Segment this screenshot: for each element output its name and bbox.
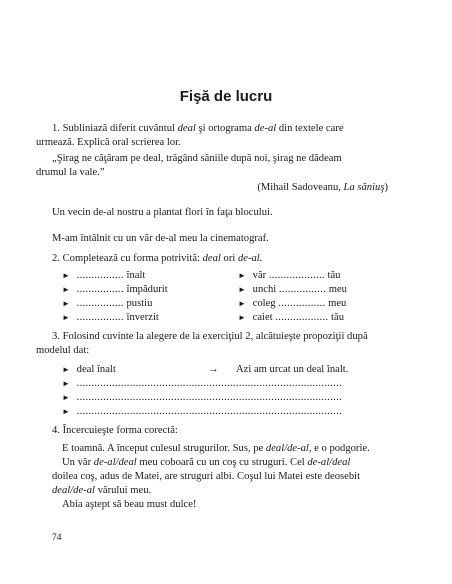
ex4-text: E toamnă. A început culesul strugurilor. Sus, pe	[62, 443, 266, 454]
ex4-instruction: 4. Încercuieşte forma corectă:	[52, 425, 178, 436]
blank-dots: ................	[76, 298, 124, 309]
ex3-model-left: deal înalt	[76, 364, 116, 375]
blank-dots: ................	[278, 298, 326, 309]
ex4-choice: de-al/deal	[93, 457, 137, 468]
ex2-left-word: înalt	[126, 270, 146, 281]
ex4-text: , e o podgorie.	[308, 443, 370, 454]
ex2-right-word: unchi	[252, 284, 277, 295]
ex2-right-word: văr	[252, 270, 267, 281]
ex1-attribution	[257, 181, 388, 194]
blank-dots: ................	[278, 284, 327, 295]
ex4-text: meu coboară cu un coş cu struguri. Cel	[136, 457, 308, 468]
ex3-instruction-line2: modelul dat:	[36, 345, 90, 356]
ex3-blank-line	[62, 405, 342, 418]
arrow-icon: ►	[62, 299, 70, 308]
page-title: Fişă de lucru	[179, 88, 273, 105]
ex1-quote-line2: drumul la vale.”	[36, 167, 105, 178]
blank-dots: ..........................................................................................	[76, 378, 343, 389]
ex2-left-item	[62, 283, 168, 296]
ex3-model	[62, 363, 116, 376]
attribution-close: )	[384, 182, 388, 193]
ex3-blank-line	[62, 377, 342, 390]
blank-dots: ..................	[275, 312, 329, 323]
ex2-text: ori	[220, 253, 238, 264]
arrow-icon: ►	[238, 299, 246, 308]
ex2-right-word: caiet	[252, 312, 273, 323]
ex2-right-tail: meu	[328, 284, 347, 295]
ex1-sentence2: M-am întâlnit cu un văr de-al meu la cinematograf.	[52, 233, 269, 244]
arrow-icon: ►	[62, 285, 70, 294]
ex2-right-tail: tău	[331, 312, 344, 323]
ex2-instruction	[52, 252, 262, 265]
ex1-text: şi ortograma	[195, 123, 255, 134]
blank-dots: ..........................................................................................	[76, 406, 343, 417]
arrow-icon: ►	[62, 393, 70, 402]
page-number: 74	[52, 533, 62, 543]
ex2-right-tail: meu	[328, 298, 347, 309]
ex2-right-item	[238, 311, 344, 324]
blank-dots: ..........................................................................................	[76, 392, 343, 403]
ex1-text: 1. Subliniază diferit cuvântul	[52, 123, 178, 134]
ex2-right-word: coleg	[252, 298, 276, 309]
blank-dots: ................	[76, 270, 124, 281]
ex2-right-tail: tău	[327, 270, 341, 281]
ex1-sentence1: Un vecin de-al nostru a plantat flori în faţa blocului.	[52, 207, 273, 218]
ex2-left-word: pustiu	[126, 298, 153, 309]
ex2-left-item	[62, 311, 159, 324]
ex1-instruction-line1	[52, 122, 344, 135]
ex3-model-arrow: →	[208, 364, 219, 375]
ex4-line5: Abia aştept să beau must dulce!	[62, 499, 197, 510]
arrow-icon: ►	[62, 313, 70, 322]
ex4-line2	[62, 456, 350, 469]
ex2-word-de-al: de-al.	[237, 253, 263, 264]
arrow-icon: ►	[62, 407, 70, 416]
ex2-left-item	[62, 297, 152, 310]
ex3-blank-line	[62, 391, 342, 404]
arrow-icon: ►	[238, 271, 246, 280]
arrow-icon: ►	[62, 271, 70, 280]
ex2-left-item	[62, 269, 145, 282]
ex1-word-de-al: de-al	[254, 123, 277, 134]
attribution-title: La săniuş	[343, 182, 385, 193]
ex2-right-item	[238, 297, 346, 310]
ex2-right-item	[238, 283, 347, 296]
arrow-icon: ►	[62, 379, 70, 388]
ex4-choice: deal/de-al	[52, 485, 95, 496]
blank-dots: ...................	[268, 270, 325, 281]
ex4-text: vărului meu.	[94, 485, 152, 496]
blank-dots: ................	[76, 312, 124, 323]
ex2-left-word: împădurit	[126, 284, 168, 295]
ex4-text: Un văr	[62, 457, 94, 468]
ex1-quote-line1: „Şirag ne căţăram pe deal, trăgând săniile după noi, şirag ne dădeam	[52, 153, 342, 164]
arrow-icon: ►	[238, 313, 246, 322]
blank-dots: ................	[76, 284, 124, 295]
ex4-choice: de-al/deal	[307, 457, 351, 468]
ex1-text: din textele care	[276, 123, 344, 134]
ex4-line3: doilea coş, adus de Matei, are struguri albi. Coşul lui Matei este deosebit	[52, 471, 361, 482]
ex2-left-word: înverzit	[126, 312, 159, 323]
ex1-word-deal: deal	[177, 123, 196, 134]
ex4-line4	[52, 484, 151, 497]
ex2-text: 2. Completează cu forma potrivită:	[52, 253, 203, 264]
attribution-author: (Mihail Sadoveanu,	[257, 182, 344, 193]
arrow-icon: ►	[62, 365, 70, 374]
ex3-instruction-line1: 3. Folosind cuvinte la alegere de la exerciţiul 2, alcătuieşte propoziţii după	[52, 331, 368, 342]
ex1-instruction-line2: urmează. Explică oral scrierea lor.	[36, 137, 181, 148]
ex3-model-right: Azi am urcat un deal înalt.	[236, 364, 349, 375]
ex4-line1	[62, 442, 370, 455]
arrow-icon: ►	[238, 285, 246, 294]
ex4-choice: deal/de-al	[265, 443, 309, 454]
ex2-word-deal: deal	[202, 253, 221, 264]
ex2-right-item	[238, 269, 340, 282]
